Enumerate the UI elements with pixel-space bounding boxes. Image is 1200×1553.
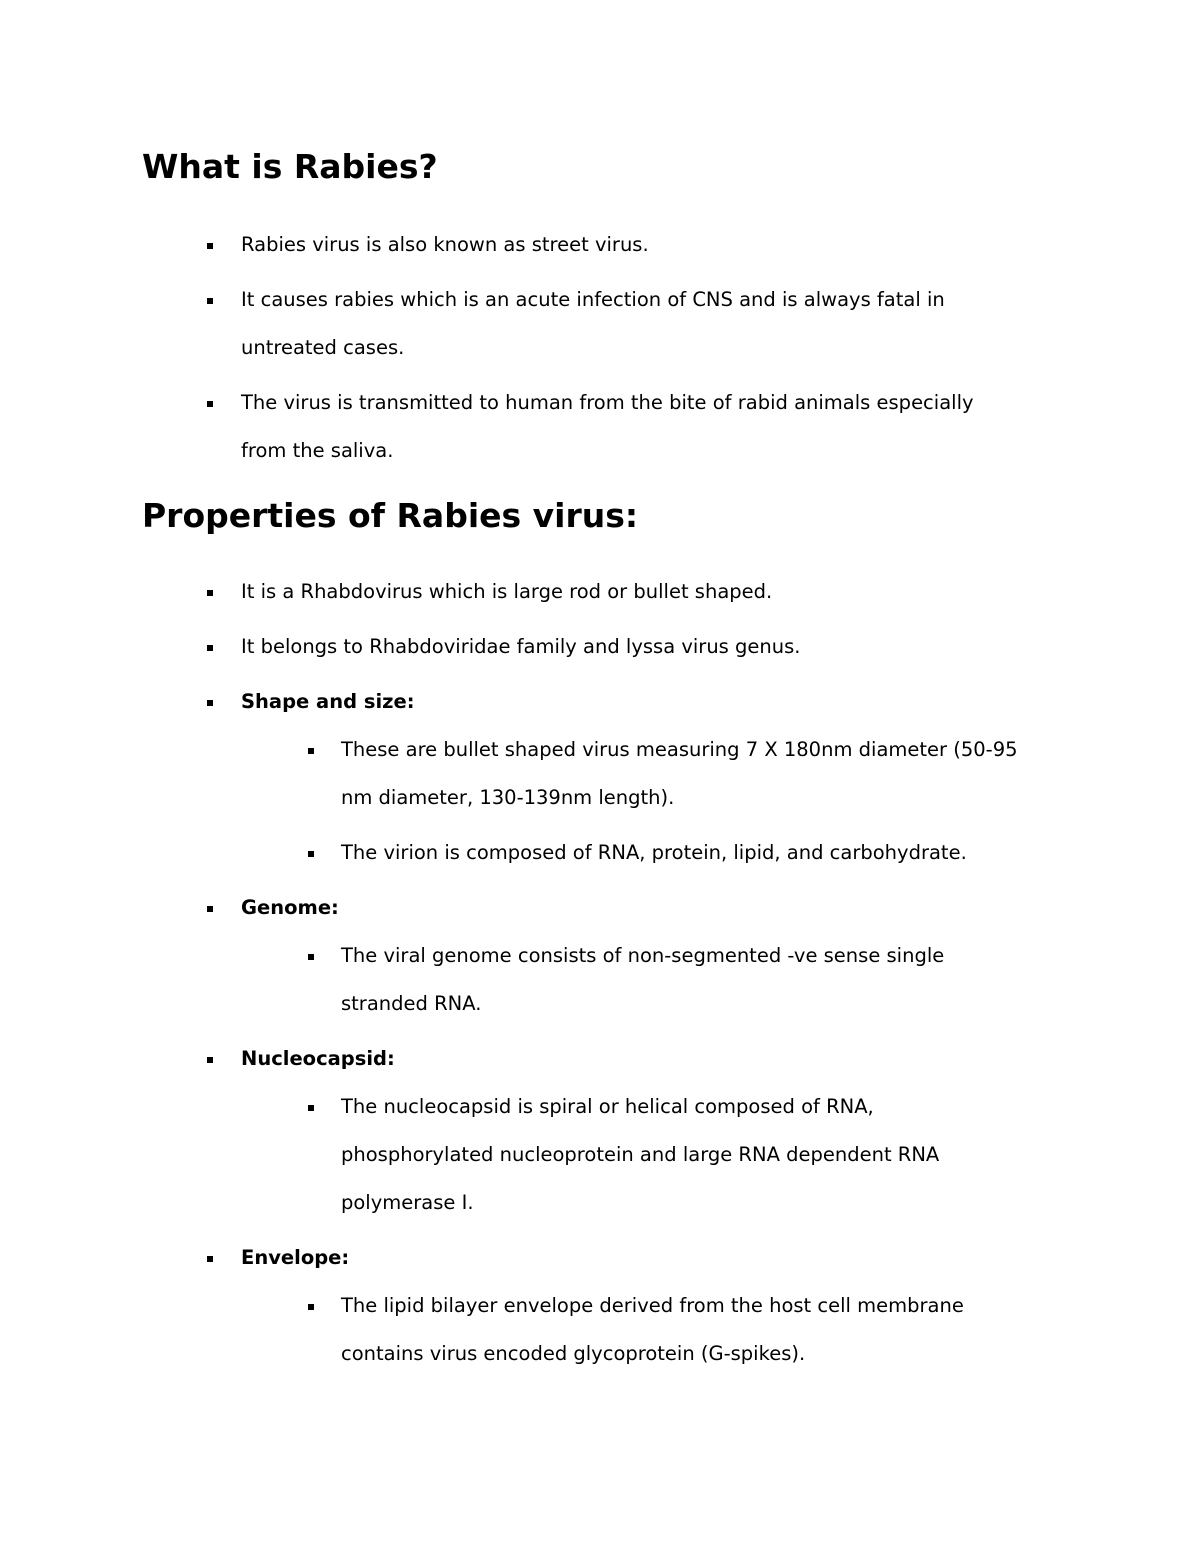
bullet-icon	[207, 700, 213, 706]
sub-list-item	[341, 932, 944, 1028]
bullet-icon	[308, 851, 314, 857]
sub-list-item	[341, 1282, 964, 1378]
sub-list-item-text: These are bullet shaped virus measuring 7 X 180nm diameter (50-95	[341, 738, 1018, 761]
list-item-text: from the saliva.	[241, 439, 394, 462]
bullet-icon	[308, 1304, 314, 1310]
sub-list-item	[341, 829, 967, 877]
bullet-icon	[308, 954, 314, 960]
bullet-icon	[207, 1256, 213, 1262]
list-item-text: It causes rabies which is an acute infection of CNS and is always fatal in	[241, 288, 945, 311]
sub-list-item-text: phosphorylated nucleoprotein and large RNA dependent RNA	[341, 1143, 940, 1166]
list-item-text: Rabies virus is also known as street virus.	[241, 233, 649, 256]
list-item	[241, 276, 945, 372]
bullet-icon	[207, 243, 213, 249]
heading-properties-of-rabies-virus: Properties of Rabies virus:	[142, 496, 639, 535]
list-item-text: It belongs to Rhabdoviridae family and lyssa virus genus.	[241, 635, 801, 658]
list-item	[241, 568, 772, 616]
sub-list-item	[341, 1083, 939, 1227]
bullet-icon	[207, 906, 213, 912]
sub-list-item	[341, 726, 1018, 822]
subheading-genome: Genome:	[241, 896, 339, 919]
bullet-icon	[308, 748, 314, 754]
list-item	[241, 379, 974, 475]
list-item	[241, 623, 800, 671]
sub-list-item-text: contains virus encoded glycoprotein (G-spikes).	[341, 1342, 806, 1365]
list-item-text: It is a Rhabdovirus which is large rod or bullet shaped.	[241, 580, 773, 603]
sub-list-item-text: The nucleocapsid is spiral or helical composed of RNA,	[341, 1095, 874, 1118]
sub-list-item-text: polymerase I.	[341, 1191, 474, 1214]
sub-list-item-text: The viral genome consists of non-segmented -ve sense single	[341, 944, 945, 967]
bullet-icon	[308, 1105, 314, 1111]
bullet-icon	[207, 1057, 213, 1063]
bullet-icon	[207, 590, 213, 596]
list-item	[241, 221, 649, 269]
subheading-shape-and-size: Shape and size:	[241, 690, 415, 713]
list-item-text: The virus is transmitted to human from the bite of rabid animals especially	[241, 391, 974, 414]
bullet-icon	[207, 401, 213, 407]
subheading-envelope: Envelope:	[241, 1246, 350, 1269]
sub-list-item-text: The virion is composed of RNA, protein, lipid, and carbohydrate.	[341, 841, 967, 864]
subheading-nucleocapsid: Nucleocapsid:	[241, 1047, 395, 1070]
heading-what-is-rabies: What is Rabies?	[142, 147, 438, 186]
bullet-icon	[207, 645, 213, 651]
bullet-icon	[207, 298, 213, 304]
sub-list-item-text: nm diameter, 130-139nm length).	[341, 786, 675, 809]
list-item-text: untreated cases.	[241, 336, 405, 359]
sub-list-item-text: The lipid bilayer envelope derived from the host cell membrane	[341, 1294, 964, 1317]
sub-list-item-text: stranded RNA.	[341, 992, 482, 1015]
